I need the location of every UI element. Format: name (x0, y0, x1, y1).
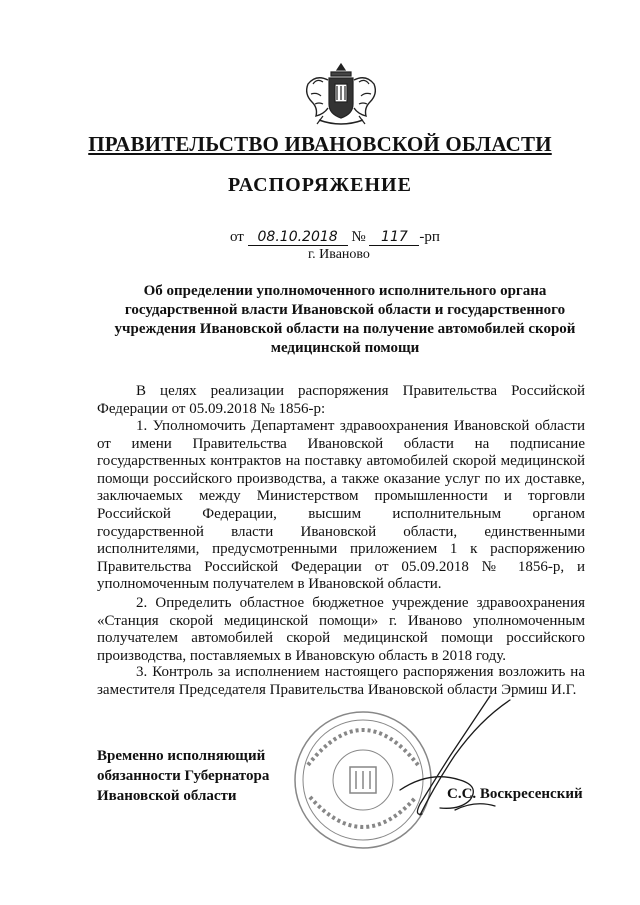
body-item-2: 2. Определить областное бюджетное учреждение здравоохранения «Станция скорой медицинской помощи» г. Иваново уполномоченным получателем автомобилей скорой медицинской помощи российского производства, поставляемых в Ивановскую область в 2018 году. (97, 595, 585, 664)
document-date: 08.10.2018 (248, 230, 348, 246)
body-intro: В целях реализации распоряжения Правительства Российской Федерации от 05.09.2018 № 1856-р: (97, 383, 585, 417)
signer-position (97, 746, 269, 806)
number-prefix: № (351, 229, 366, 245)
handwritten-signature-icon (360, 690, 540, 830)
date-number-line (230, 229, 440, 246)
signer-name: С.С. Воскресенский (447, 786, 583, 802)
coat-of-arms-icon (301, 60, 381, 128)
signer-position-line-3: Ивановской области (97, 788, 237, 804)
city: г. Иваново (308, 247, 370, 262)
document-type: РАСПОРЯЖЕНИЕ (228, 174, 412, 196)
number-suffix: -рп (419, 229, 440, 245)
signer-position-line-1: Временно исполняющий (97, 748, 266, 764)
signer-position-line-2: обязанности Губернатора (97, 768, 270, 784)
government-title: ПРАВИТЕЛЬСТВО ИВАНОВСКОЙ ОБЛАСТИ (88, 132, 552, 156)
body-item-3: 3. Контроль за исполнением настоящего распоряжения возложить на заместителя Председателя Правительства Ивановской области Эрмиш И.Г. (97, 664, 585, 698)
date-prefix: от (230, 229, 244, 245)
document-number: 117 (369, 230, 419, 246)
body-item-1: 1. Уполномочить Департамент здравоохранения Ивановской области от имени Правительства Ивановской области на подписание государственных контрактов на поставку автомобилей скорой медицинской помощи российского производства, а также оказание услуг по их доставке, заключаемых между Министерством промышленности и торговли Российской Федерации, высшим исполнительным органом государственной власти Ивановской области, единственными исполнителями, предусмотренными приложением 1 к распоряжению Правительства Российской Федерации от 05.09.2018 № 1856-р, и уполномоченным получателем в Ивановской области. (97, 418, 585, 593)
document-subject: Об определении уполномоченного исполнительного органа государственной власти Ивановской области и государственного учреждения Ивановской области на получение автомобилей скорой медицинской помощи (114, 283, 576, 356)
